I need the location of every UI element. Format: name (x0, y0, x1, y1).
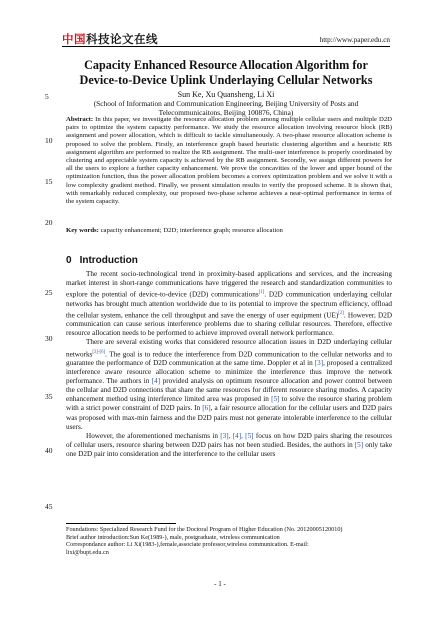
site-logo[interactable] (62, 31, 158, 47)
site-url[interactable]: http://www.paper.edu.cn (319, 36, 390, 44)
body-text (66, 270, 392, 459)
affiliation-line-1: (School of Information and Communication Engineering, Beijing University of Posts and (93, 99, 359, 108)
paragraph-1 (66, 270, 392, 338)
paragraph-2 (66, 338, 392, 431)
footnote-brief-author: Brief author introduction:Sun Ke(1989-), male, postgraduate, wireless communication (66, 533, 280, 541)
citation[interactable]: [2] (338, 310, 344, 316)
text-run: only take one D2D pair into consideration and the interference to the cellular users (66, 440, 393, 458)
text-run: focus on how D2D pairs sharing the resources of cellular users, resource sharing between D2D pairs has not been studied. Besides, the authors in (66, 431, 392, 449)
line-number: 40 (45, 446, 53, 455)
abstract-label: Abstract: (66, 116, 94, 123)
text-run: . However, D2D communication can cause serious interference problems due to sharing cellular resources. Therefore, effective resource allocation needs to be performed to achieve improved overall network performance. (66, 311, 393, 338)
keywords-label: Key words: (66, 227, 99, 234)
section-title: Introduction (79, 255, 138, 266)
text-run: , proposed a centralized interference aware resource allocation scheme to minimize the interference thus improve the network performance. The authors in (66, 359, 393, 386)
text-run: . D2D communication underlaying cellular networks has brought much attention worldwide due to its potential to improve the spectrum efficiency, offload the cellular system, enhance the cell throughput and save the energy of user equipment (UE) (66, 290, 392, 320)
footnote-foundations: Foundations: Specialized Research Fund for the Doctoral Program of Higher Education (No. 20120005120010) (66, 526, 343, 533)
text-run: However, the aforementioned mechanisms in (86, 431, 218, 440)
text-run: provided analysis on optimum resource allocation and power control between the cellular and D2D connections that share the same resources for different resource sharing modes. A capacity enhancement method using interference limited area was proposed in (66, 377, 393, 404)
keywords (66, 227, 392, 234)
citation[interactable]: [5] (271, 395, 280, 404)
affiliation (62, 99, 390, 117)
keywords-text: capacity enhancement; D2D; interference graph; resource allocation (100, 227, 283, 234)
citation[interactable]: [5] (354, 440, 364, 449)
title-line-2: Device-to-Device Uplink Underlaying Cellular Networks (79, 73, 373, 87)
line-number: 5 (45, 92, 49, 101)
text-run: There are several existing works that considered resource allocation issues in D2D underlaying cellular networks (66, 338, 392, 358)
citation[interactable]: [6] (202, 404, 211, 413)
citation[interactable]: [3]-[6] (92, 349, 106, 355)
line-number: 35 (45, 392, 53, 401)
line-number: 10 (45, 136, 53, 145)
line-number: 25 (45, 288, 53, 297)
text-run: . The goal is to reduce the interference from D2D communication to the cellular networks and to guarantee the performance of D2D communication at the same time. Doppler et al in (66, 349, 392, 368)
footnote-rule (66, 523, 176, 524)
section-heading (66, 255, 138, 266)
author-list: Sun Ke, Xu Quansheng, Li Xi (177, 90, 275, 99)
citation[interactable]: [3], [4], [5] (220, 431, 254, 440)
paper-title (62, 58, 390, 88)
title-line-1: Capacity Enhanced Resource Allocation Algorithm for (84, 58, 368, 72)
text-run: to solve the resource sharing problem with a strict power constraint of D2D pairs. In (66, 395, 393, 413)
abstract-text: In this paper, we investigate the resource allocation problem among multiple cellular users and multiple D2D pairs to optimize the system capacity performance. We study the resource allocation involving resource block (RB) assignment and power allocation, which is difficult to tackle simultaneously. A two-phase resource allocation scheme is proposed to solve the problem. Firstly, an interference graph based heuristic clustering algorithm and a heuristic RB assignment algorithm are performed to realize the RB assignment. The multi-user interference is properly coordinated by clustering and appreciable system capacity is achieved by the RB assignment. Secondly, we assign different powers for all the users to explore a further capacity enhancement. We prove the concavities of the lower and upper bound of the optimization function, thus the power allocation problem becomes a convex optimization problem and we solve it with a low complexity gradient method. Finally, we present simulation results to verify the proposed scheme. It is shown that, with remarkably reduced complexity, our proposed two-phase scheme achieves a near-optimal performance in terms of the system capacity. (66, 116, 392, 206)
line-number: 15 (45, 177, 53, 186)
header-rule (62, 46, 390, 47)
affiliation-line-2: Telecommunicaitons, Beijing 100876, China) (158, 108, 294, 117)
line-number: 30 (45, 334, 53, 343)
section-number: 0 (66, 255, 72, 266)
page-number: - 1 - (214, 580, 226, 588)
text-run: The recent socio-technological trend in proximity-based applications and services, and the increasing market interest in short-range communications have triggered the research and standardization communities to explore the potential of device-to-device (D2D) communications (66, 270, 392, 299)
citation[interactable]: [1] (258, 290, 265, 296)
abstract (66, 116, 392, 206)
text-run: , a fair resource allocation for the cellular users and D2D pairs was proposed with max-min fairness and the D2D pairs must not generate intolerable interference to the cellular users. (66, 404, 392, 431)
footnotes (66, 526, 396, 556)
citation[interactable]: [3] (314, 359, 324, 368)
logo-part-1: 中国 (62, 32, 86, 46)
footnote-correspondance: Correspondance author: Li Xi(1983-),female,associate professor,wireless communication. E-mail: (66, 541, 309, 549)
footnote-email[interactable]: lixi@bupt.edu.cn (66, 548, 109, 556)
line-number: 45 (45, 502, 53, 511)
logo-part-2: 科技论文在线 (86, 32, 158, 46)
citation[interactable]: [4] (151, 377, 161, 386)
paragraph-3 (66, 432, 392, 459)
line-number: 20 (45, 218, 53, 227)
